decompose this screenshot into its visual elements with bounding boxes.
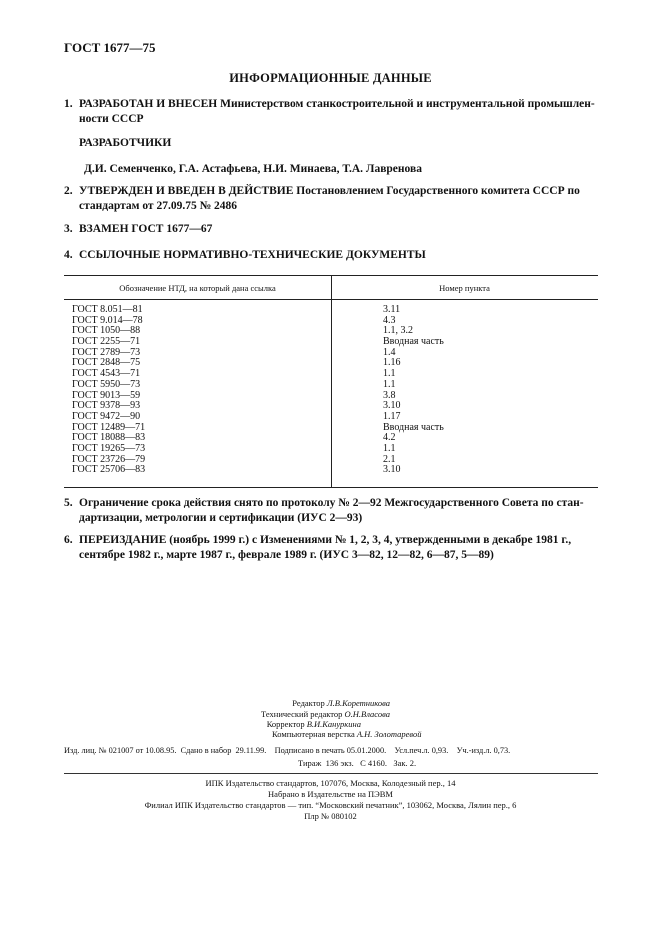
table-row bbox=[72, 412, 592, 423]
layout-name: А.Н. Золотаревой bbox=[356, 729, 422, 739]
item-bold-text: ВЗАМЕН ГОСТ 1677—67 bbox=[79, 223, 213, 235]
publisher-line-3: Филиал ИПК Издательство стандартов — тип. “Московский печатник”, 103062, Москва, Лялин пер., 6 bbox=[144, 800, 517, 810]
table-row bbox=[72, 455, 592, 466]
table-cell-document: ГОСТ 9.014—78 bbox=[72, 314, 143, 326]
table-row bbox=[72, 465, 592, 476]
table-cell-document: ГОСТ 2255—71 bbox=[72, 336, 141, 348]
item-4 bbox=[64, 248, 604, 263]
table-cell-clause: 1.16 bbox=[383, 357, 401, 369]
tech-editor-name: О.Н.Власова bbox=[344, 708, 390, 719]
table-cell-clause: 1.1, 3.2 bbox=[383, 325, 413, 337]
layout-line: Компьютерная верстка А.Н. Золотаревой bbox=[272, 729, 422, 739]
table-cell-document: ГОСТ 9378—93 bbox=[72, 400, 141, 412]
corrector-name: В.И.Кануркина bbox=[306, 719, 361, 729]
editor-name: Л.В.Коретникова bbox=[326, 698, 390, 708]
print-details-line: Изд. лиц. № 021007 от 10.08.95. Сдано в набор 29.11.99. Подписано в печать 05.01.2000. Усл.печ.л. 0,93. Уч.-изд.л. 0,73. bbox=[64, 746, 511, 755]
table-cell-clause: Вводная часть bbox=[383, 421, 444, 433]
table-row bbox=[72, 391, 592, 402]
item-2 bbox=[64, 184, 604, 214]
circulation-line: Тираж 136 экз. С 4160. Зак. 2. bbox=[298, 758, 417, 768]
table-header-clause: Номер пункта bbox=[439, 283, 490, 293]
table-row bbox=[72, 337, 592, 348]
table-cell-clause: 3.8 bbox=[383, 389, 396, 401]
section-title: ИНФОРМАЦИОННЫЕ ДАННЫЕ bbox=[229, 71, 432, 85]
item-1 bbox=[64, 97, 604, 127]
item-5 bbox=[64, 496, 604, 526]
table-row bbox=[72, 326, 592, 337]
table-row bbox=[72, 305, 592, 316]
item-number: 2. bbox=[64, 185, 73, 197]
item-6 bbox=[64, 533, 604, 563]
imprint-divider bbox=[64, 773, 598, 774]
references-table bbox=[64, 275, 598, 487]
item-text-continued: дартизации, метрологии и сертификации (ИУС 2—93) bbox=[79, 512, 363, 524]
document-header: ГОСТ 1677—75 bbox=[64, 40, 156, 55]
table-cell-clause: 4.3 bbox=[383, 314, 396, 326]
table-row bbox=[72, 316, 592, 327]
developers-heading: РАЗРАБОТЧИКИ bbox=[79, 137, 172, 149]
publisher-line-2: Набрано в Издательстве на ПЭВМ bbox=[268, 789, 393, 799]
table-cell-document: ГОСТ 18088—83 bbox=[72, 432, 146, 444]
table-cell-clause: Вводная часть bbox=[383, 336, 444, 348]
table-cell-document: ГОСТ 9472—90 bbox=[72, 410, 141, 422]
table-cell-document: ГОСТ 1050—88 bbox=[72, 325, 141, 337]
item-number: 4. bbox=[64, 249, 73, 261]
table-cell-document: ГОСТ 9013—59 bbox=[72, 389, 141, 401]
item-text-continued: стандартам от 27.09.75 № 2486 bbox=[79, 200, 238, 212]
table-row bbox=[72, 423, 592, 434]
table-row bbox=[72, 348, 592, 359]
table-cell-document: ГОСТ 12489—71 bbox=[72, 421, 146, 433]
table-row bbox=[72, 358, 592, 369]
item-text: (ноябрь 1999 г.) с Изменениями № 1, 2, 3, 4, утвержденными в декабре 1981 г., bbox=[166, 534, 572, 546]
table-cell-document: ГОСТ 2848—75 bbox=[72, 357, 141, 369]
tech-editor-line: Технический редактор О.Н.Власова bbox=[261, 708, 390, 719]
table-cell-document: ГОСТ 5950—73 bbox=[72, 378, 141, 390]
table-row bbox=[72, 369, 592, 380]
table-header-document: Обозначение НТД, на который дана ссылка bbox=[119, 283, 276, 293]
table-cell-clause: 1.1 bbox=[383, 368, 396, 380]
table-cell-document: ГОСТ 2789—73 bbox=[72, 346, 141, 358]
table-cell-clause: 2.1 bbox=[383, 453, 396, 465]
item-text: Ограничение срока действия снято по протоколу № 2—92 Межгосударственного Совета по стан- bbox=[79, 497, 584, 509]
table-cell-clause: 1.4 bbox=[383, 346, 396, 358]
table-body bbox=[72, 305, 592, 476]
item-number: 1. bbox=[64, 98, 73, 110]
imprint-credits bbox=[0, 698, 390, 730]
table-bottom-rule bbox=[64, 487, 598, 488]
item-text-continued: сентябре 1982 г., марте 1987 г., феврале 1989 г. (ИУС 3—82, 12—82, 6—87, 5—89) bbox=[79, 549, 494, 561]
item-number: 5. bbox=[64, 497, 73, 509]
item-bold-text: УТВЕРЖДЕН И ВВЕДЕН В ДЕЙСТВИЕ bbox=[79, 185, 294, 197]
table-cell-clause: 1.17 bbox=[383, 410, 401, 422]
item-3 bbox=[64, 222, 604, 237]
publisher-line-1: ИПК Издательство стандартов, 107076, Москва, Колодезный пер., 14 bbox=[205, 778, 456, 788]
table-row bbox=[72, 433, 592, 444]
table-cell-clause: 1.1 bbox=[383, 442, 396, 454]
item-text: Министерством станкостроительной и инструментальной промышлен- bbox=[217, 98, 595, 110]
developers-list: Д.И. Семенченко, Г.А. Астафьева, Н.И. Минаева, Т.А. Лавренова bbox=[84, 163, 422, 175]
table-cell-clause: 3.11 bbox=[383, 304, 401, 315]
table-cell-clause: 3.10 bbox=[383, 400, 401, 412]
table-row bbox=[72, 444, 592, 455]
item-number: 6. bbox=[64, 534, 73, 546]
table-row bbox=[72, 380, 592, 391]
table-cell-document: ГОСТ 25706—83 bbox=[72, 464, 146, 476]
editor-line: Редактор Л.В.Коретникова bbox=[292, 698, 390, 708]
table-cell-clause: 1.1 bbox=[383, 378, 396, 390]
item-bold-text: ССЫЛОЧНЫЕ НОРМАТИВНО-ТЕХНИЧЕСКИЕ ДОКУМЕНТЫ bbox=[79, 249, 426, 261]
table-cell-document: ГОСТ 19265—73 bbox=[72, 442, 146, 454]
item-bold-text: ПЕРЕИЗДАНИЕ bbox=[79, 534, 167, 546]
item-bold-text: РАЗРАБОТАН И ВНЕСЕН bbox=[79, 98, 218, 110]
table-cell-clause: 3.10 bbox=[383, 464, 401, 476]
item-text-continued: ности СССР bbox=[79, 113, 144, 125]
table-cell-document: ГОСТ 4543—71 bbox=[72, 368, 141, 380]
item-number: 3. bbox=[64, 223, 73, 235]
table-cell-document: ГОСТ 8.051—81 bbox=[72, 304, 143, 315]
table-row bbox=[72, 401, 592, 412]
corrector-line: Корректор В.И.Кануркина bbox=[266, 719, 361, 729]
item-text: Постановлением Государственного комитета СССР по bbox=[293, 185, 580, 197]
publisher-line-4: Плр № 080102 bbox=[304, 811, 357, 821]
table-cell-document: ГОСТ 23726—79 bbox=[72, 453, 146, 465]
table-cell-clause: 4.2 bbox=[383, 432, 396, 444]
